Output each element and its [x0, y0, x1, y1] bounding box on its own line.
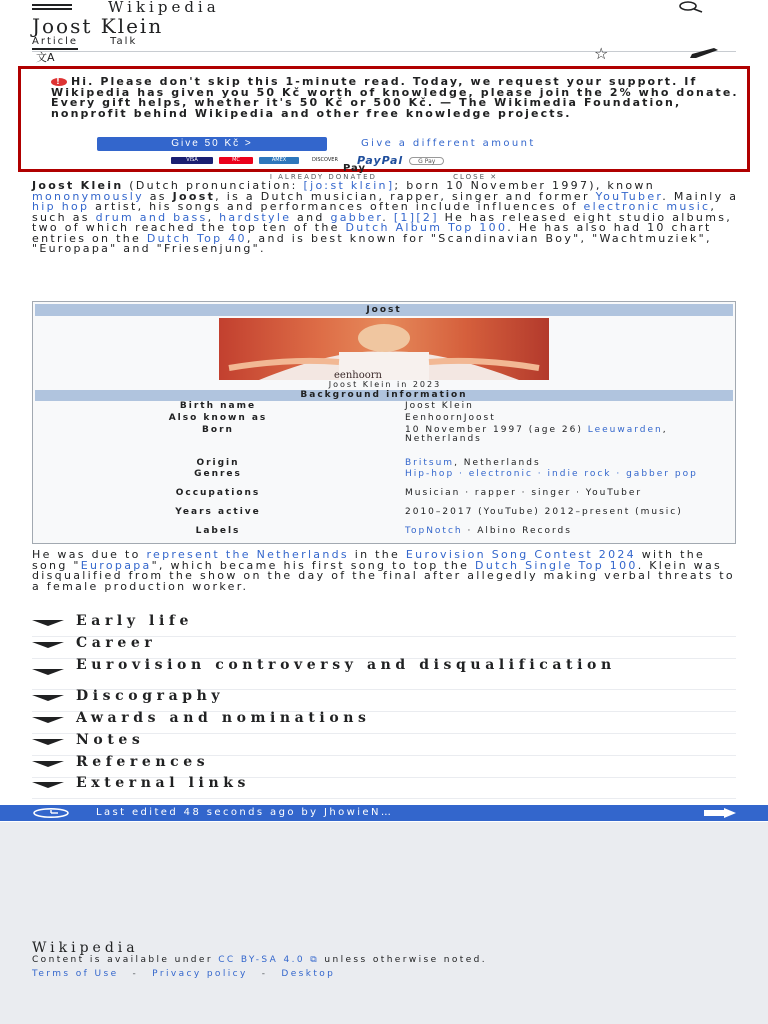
chevron-down-icon [32, 739, 64, 745]
citation-link[interactable]: [1][2] [393, 210, 439, 224]
lead-paragraph: Joost Klein (Dutch pronunciation: [joːst klɛin]; born 10 November 1997), known mononymously as Joost, is a Dutch musician, rapper, singer and former YouTuber. Mainly a hip hop artist, his songs and performances often include influences of electronic music, such as drum and bass, hardstyle and gabber. [1][2] He has released eight studio albums, two of which reached the top ten of the Dutch Album Top 100. He has also had 10 chart entries on the Dutch Top 40, and is best known for "Scandinavian Boy", "Wachtmuziek", "Europapa" and "Friesenjung". [32, 179, 739, 255]
dutch-top-40-link[interactable]: Dutch Top 40 [146, 231, 247, 245]
section-notes[interactable]: Notes [32, 735, 736, 756]
alert-icon: ! [51, 78, 67, 86]
genres-links[interactable]: Hip-hop · electronic · indie rock · gabber pop [405, 469, 698, 479]
license-text: Content is available under CC BY-SA 4.0 ⧉ unless otherwise noted. [32, 955, 488, 965]
apple-pay-logo: Pay [343, 163, 367, 174]
mastercard-icon: MC [219, 157, 253, 164]
external-link-icon: ⧉ [305, 955, 320, 965]
chevron-down-icon [32, 695, 64, 701]
represent-netherlands-link[interactable]: represent the Netherlands [146, 548, 349, 561]
section-external-links[interactable]: External links [32, 778, 736, 799]
chevron-right-icon [704, 808, 736, 818]
footer-wordmark: Wikipedia [32, 940, 139, 956]
visa-icon: VISA [171, 157, 213, 164]
payment-methods [171, 154, 444, 167]
cc-by-sa-link[interactable]: CC BY-SA 4.0 [218, 955, 306, 965]
privacy-policy-link[interactable]: Privacy policy [152, 969, 248, 979]
ipa-link[interactable]: [joːst klɛin] [303, 179, 395, 192]
infobox-heading: Joost [35, 304, 733, 316]
search-icon[interactable] [676, 1, 706, 13]
banner-message: ! Hi. Please don't skip this 1-minute read. Today, we request your support. If Wikipedia has given you 50 Kč worth of knowledge, please join the 2% who donate. Every gift helps, whether it's 50 Kč or 500 Kč. — The Wikimedia Foundation, nonprofit behind Wikipedia and other free knowledge projects. [51, 75, 739, 120]
language-icon[interactable]: 文A [36, 51, 55, 64]
tabs-divider [32, 51, 736, 52]
drum-and-bass-link[interactable]: drum and bass [95, 210, 208, 224]
edit-pencil-icon[interactable] [686, 46, 720, 60]
desktop-link[interactable]: Desktop [281, 969, 336, 979]
tab-article[interactable]: Article [32, 36, 78, 50]
top-bar [0, 0, 768, 14]
footer-links: Terms of Use - Privacy policy - Desktop [32, 969, 336, 979]
infobox-subheading: Background information [35, 390, 733, 401]
artist-photo[interactable] [219, 318, 549, 380]
terms-of-use-link[interactable]: Terms of Use [32, 969, 119, 979]
tab-talk[interactable]: Talk [110, 36, 138, 47]
leeuwarden-link[interactable]: Leeuwarden [587, 425, 663, 435]
give-different-amount-link[interactable]: Give a different amount [361, 138, 536, 149]
electronic-music-link[interactable]: electronic music [583, 200, 711, 213]
infobox-caption: Joost Klein in 2023 [328, 380, 442, 389]
chevron-down-icon [32, 620, 64, 626]
give-button[interactable]: Give 50 Kč > [97, 137, 327, 151]
britsum-link[interactable]: Britsum [405, 458, 455, 468]
topnotch-link[interactable]: TopNotch [405, 526, 463, 536]
europapa-link[interactable]: Europapa [80, 558, 152, 572]
second-paragraph: He was due to represent the Netherlands in the Eurovision Song Contest 2024 with the song "Europapa", which became his first song to top the Dutch Single Top 100. Klein was disqualified from the show on the day of the final after allegedly making verbal threats to a female production worker. [32, 548, 735, 593]
gabber-link[interactable]: gabber [330, 210, 383, 224]
donation-banner [18, 66, 750, 172]
amex-icon: AMEX [259, 157, 299, 164]
youtuber-link[interactable]: YouTuber [595, 189, 663, 203]
mononymously-link[interactable]: mononymously [32, 189, 144, 203]
eurovision-2024-link[interactable]: Eurovision Song Contest 2024 [405, 548, 636, 561]
wikipedia-wordmark[interactable]: Wikipedia [108, 0, 220, 16]
section-early-life[interactable]: Early life [32, 616, 736, 637]
history-clock-icon [32, 808, 70, 818]
page-title: Joost Klein [32, 14, 164, 38]
chevron-down-icon [32, 717, 64, 723]
hip-hop-link[interactable]: hip hop [32, 200, 90, 213]
last-edited-bar[interactable] [0, 805, 768, 821]
close-banner-link[interactable]: CLOSE ✕ [453, 173, 499, 181]
menu-icon[interactable] [32, 4, 72, 12]
dutch-album-top-100-link[interactable]: Dutch Album Top 100 [345, 221, 508, 234]
chevron-down-icon [32, 761, 64, 767]
chevron-down-icon [32, 642, 64, 648]
footer [0, 822, 768, 1024]
dutch-single-top-100-link[interactable]: Dutch Single Top 100 [475, 558, 638, 572]
section-discography[interactable]: Discography [32, 691, 736, 712]
photo-overlay-text: eenhoorn [334, 370, 382, 380]
last-edited-text: Last edited 48 seconds ago by JhowieN… [96, 807, 394, 818]
hardstyle-link[interactable]: hardstyle [219, 210, 292, 224]
section-eurovision-controversy[interactable]: Eurovision controversy and disqualification [32, 660, 736, 690]
chevron-down-icon [32, 669, 64, 675]
discover-icon: DISCOVER [305, 157, 345, 164]
chevron-down-icon [32, 782, 64, 788]
google-pay-icon: G Pay [409, 157, 444, 165]
section-references[interactable]: References [32, 757, 736, 778]
paypal-logo: PayPal [357, 154, 404, 167]
watch-star-icon[interactable]: ☆ [594, 44, 609, 63]
section-career[interactable]: Career [32, 638, 736, 659]
infobox: Joost eenhoorn Joost Klein in 2023 Background information Birth name Joost Klein Also known as EenhoornJoost Born 10 November 1997 (age 26) Leeuwarden, Netherlands Origin Britsum, Netherlands Genres Hip-hop · electronic · indie rock · gabber pop Occupations Musician · rapper · singer · YouTuber Years active 2010–2017 (YouTube) 2012–present (music) Labels TopNotch · Albino Records [32, 301, 736, 544]
already-donated-link[interactable]: I ALREADY DONATED [269, 173, 377, 181]
section-awards[interactable]: Awards and nominations [32, 713, 736, 734]
page-tabs [32, 36, 137, 50]
